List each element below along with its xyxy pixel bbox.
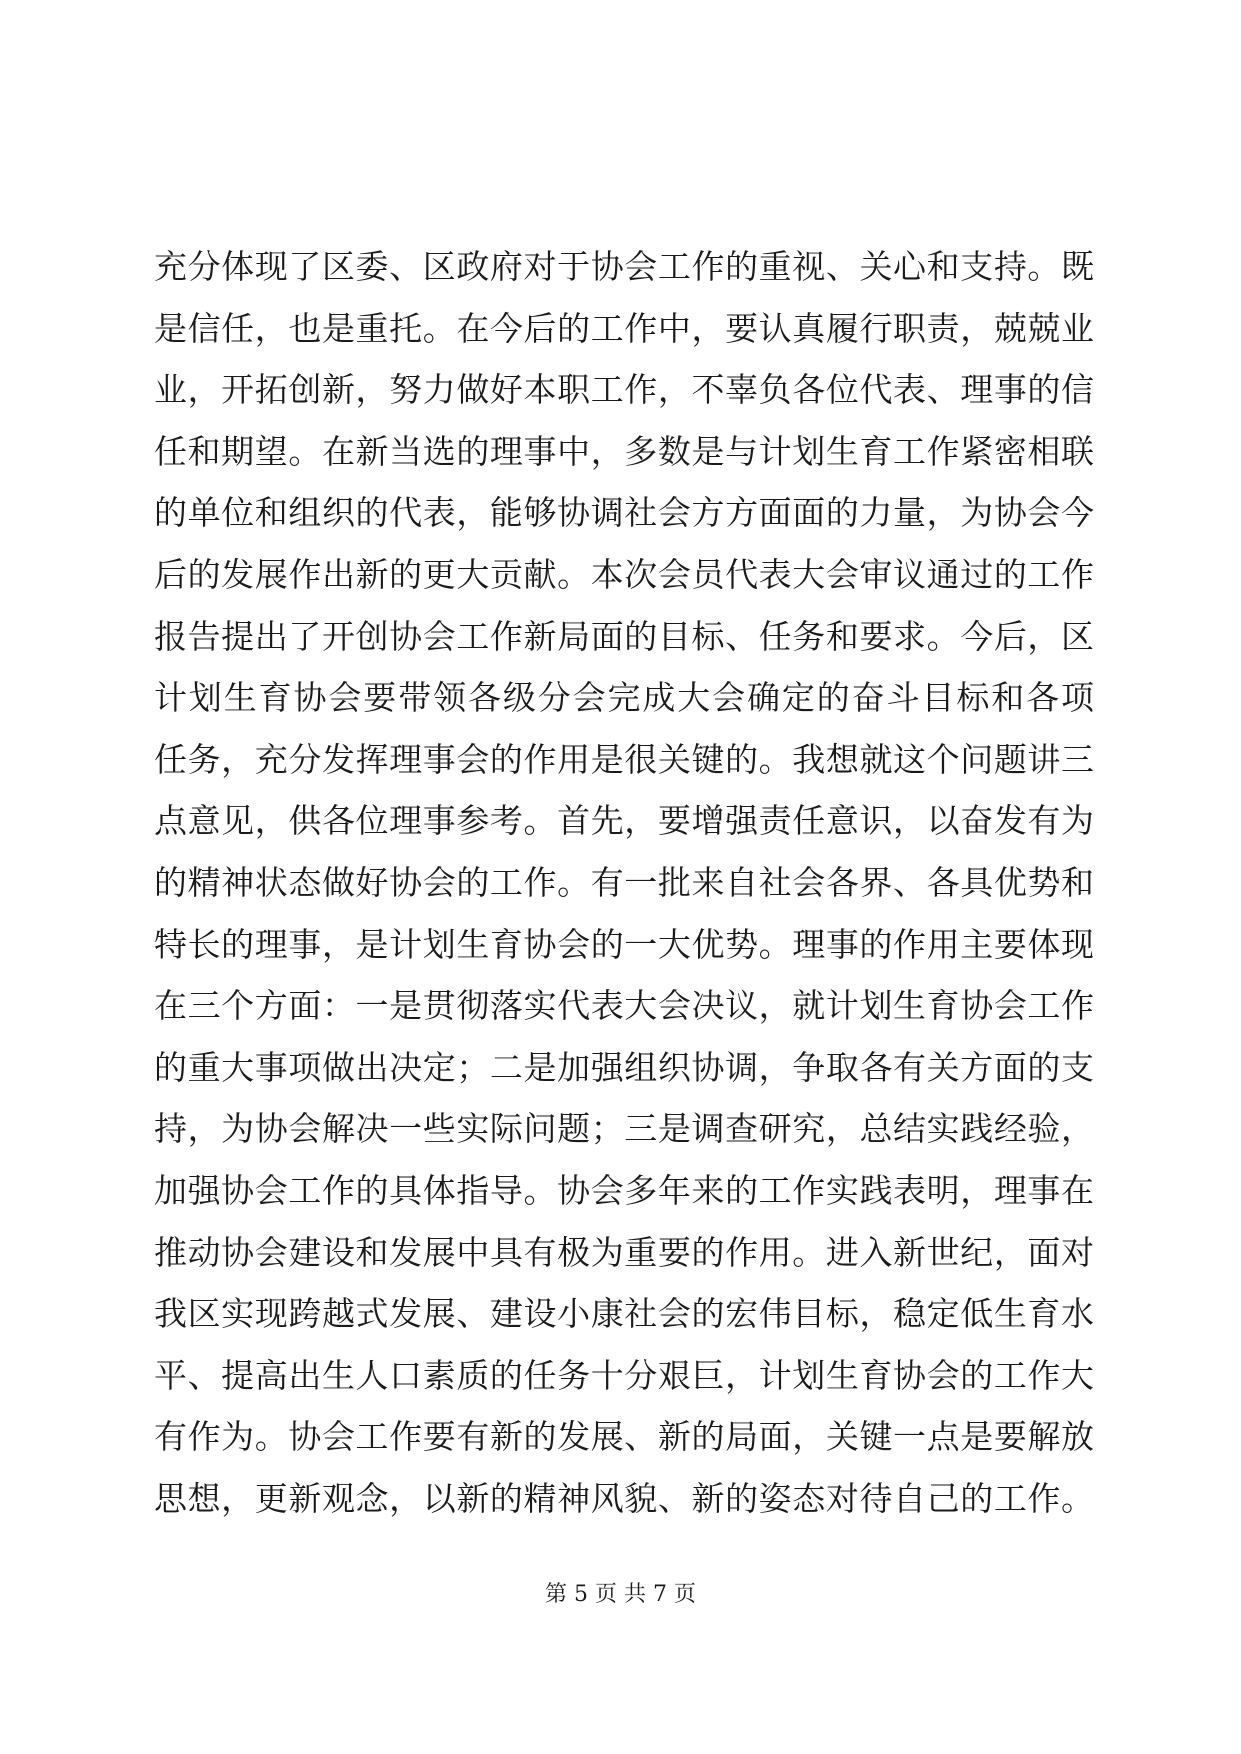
text-line: 充分体现了区委、区政府对于协会工作的重视、关心和支持。既 [154,247,1094,286]
text-line: 思想，更新观念，以新的精神风貌、新的姿态对待自己的工作。 [154,1478,1094,1518]
text-line: 特长的理事，是计划生育协会的一大优势。理事的作用主要体现 [154,924,1094,964]
text-line: 加强协会工作的具体指导。协会多年来的工作实践表明，理事在 [154,1170,1094,1210]
text-line: 的重大事项做出决定；二是加强组织协调，争取各有关方面的支 [154,1047,1094,1087]
text-line: 我区实现跨越式发展、建设小康社会的宏伟目标，稳定低生育水 [154,1294,1094,1334]
text-line: 推动协会建设和发展中具有极为重要的作用。进入新世纪，面对 [154,1232,1094,1272]
page-footer [0,1580,1241,1610]
text-line: 任和期望。在新当选的理事中，多数是与计划生育工作紧密相联 [154,431,1094,471]
text-line: 在三个方面：一是贯彻落实代表大会决议，就计划生育协会工作 [154,986,1094,1026]
text-line: 点意见，供各位理事参考。首先，要增强责任意识，以奋发有为 [154,801,1094,841]
text-line: 持，为协会解决一些实际问题；三是调查研究，总结实践经验， [154,1109,1094,1149]
text-line: 平、提高出生人口素质的任务十分艰巨，计划生育协会的工作大 [154,1355,1094,1395]
text-line: 业，开拓创新，努力做好本职工作，不辜负各位代表、理事的信 [154,370,1094,410]
text-line: 后的发展作出新的更大贡献。本次会员代表大会审议通过的工作 [154,554,1094,594]
text-line: 任务，充分发挥理事会的作用是很关键的。我想就这个问题讲三 [154,739,1094,779]
text-line: 的单位和组织的代表，能够协调社会方方面面的力量，为协会今 [154,493,1094,533]
page-number: 第 5 页 共 7 页 [545,1582,696,1607]
text-line: 的精神状态做好协会的工作。有一批来自社会各界、各具优势和 [154,862,1094,902]
text-line: 是信任，也是重托。在今后的工作中，要认真履行职责，兢兢业 [154,308,1094,348]
text-line: 报告提出了开创协会工作新局面的目标、任务和要求。今后，区 [154,616,1094,656]
text-line: 计划生育协会要带领各级分会完成大会确定的奋斗目标和各项 [154,678,1094,718]
body-text [154,236,1094,1529]
text-line: 有作为。协会工作要有新的发展、新的局面，关键一点是要解放 [154,1417,1094,1457]
